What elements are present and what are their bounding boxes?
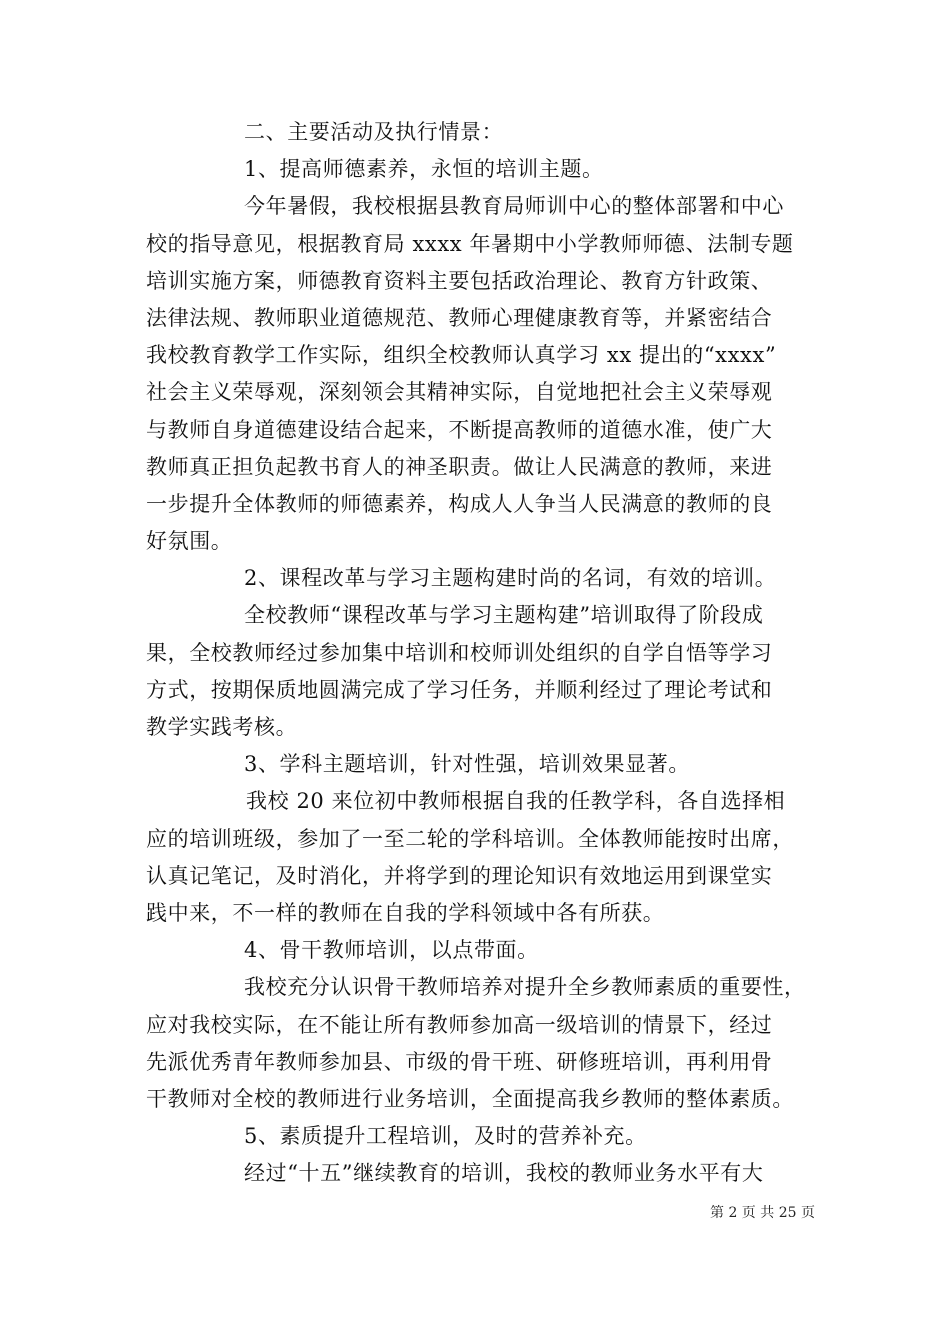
paragraph-line: 培训实施方案，师德教育资料主要包括政治理论、教育方针政策、 <box>146 268 773 293</box>
paragraph-line: 全校教师“课程改革与学习主题构建”培训取得了阶段成 <box>244 603 764 628</box>
paragraph-line: 应的培训班级，参加了一至二轮的学科培训。全体教师能按时出席， <box>146 826 794 851</box>
paragraph-line: 今年暑假，我校根据县教育局师训中心的整体部署和中心 <box>244 194 784 219</box>
paragraph-line: 先派优秀青年教师参加县、市级的骨干班、研修班培训，再利用骨 <box>146 1049 773 1074</box>
subsection-heading-5: 5、素质提升工程培训，及时的营养补充。 <box>244 1124 647 1149</box>
subsection-heading-1: 1、提高师德素养，永恒的培训主题。 <box>244 157 604 182</box>
section-heading: 二、主要活动及执行情景： <box>244 120 504 144</box>
page-number-footer: 第 2 页 共 25 页 <box>710 1205 815 1221</box>
paragraph-line: 我校 20 来位初中教师根据自我的任教学科，各自选择相 <box>246 789 786 814</box>
paragraph-line: 认真记笔记，及时消化，并将学到的理论知识有效地运用到课堂实 <box>146 863 773 888</box>
paragraph-line: 好氛围。 <box>146 529 233 554</box>
subsection-heading-2: 2、课程改革与学习主题构建时尚的名词，有效的培训。 <box>244 566 777 591</box>
paragraph-line: 果，全校教师经过参加集中培训和校师训处组织的自学自悟等学习 <box>146 640 773 665</box>
paragraph-line: 社会主义荣辱观，深刻领会其精神实际，自觉地把社会主义荣辱观 <box>146 380 773 405</box>
paragraph-line: 干教师对全校的教师进行业务培训，全面提高我乡教师的整体素质。 <box>146 1086 794 1111</box>
subsection-heading-4: 4、骨干教师培训，以点带面。 <box>244 938 539 963</box>
paragraph-line: 我校充分认识骨干教师培养对提升全乡教师素质的重要性， <box>244 975 806 1000</box>
paragraph-line: 应对我校实际，在不能让所有教师参加高一级培训的情景下，经过 <box>146 1012 773 1037</box>
paragraph-line: 校的指导意见，根据教育局 xxxx 年暑期中小学教师师德、法制专题 <box>146 231 794 256</box>
subsection-heading-3: 3、学科主题培训，针对性强，培训效果显著。 <box>244 752 690 777</box>
paragraph-line: 经过“十五”继续教育的培训，我校的教师业务水平有大 <box>244 1161 764 1186</box>
paragraph-line: 方式，按期保质地圆满完成了学习任务，并顺利经过了理论考试和 <box>146 677 773 702</box>
paragraph-line: 法律法规、教师职业道德规范、教师心理健康教育等，并紧密结合 <box>146 305 773 330</box>
document-body <box>146 114 808 1192</box>
paragraph-line: 教学实践考核。 <box>146 715 298 739</box>
paragraph-line: 践中来，不一样的教师在自我的学科领域中各有所获。 <box>146 900 665 925</box>
paragraph-line: 与教师自身道德建设结合起来，不断提高教师的道德水准，使广大 <box>146 417 773 442</box>
paragraph-line: 一步提升全体教师的师德素养，构成人人争当人民满意的教师的良 <box>146 491 773 516</box>
paragraph-line: 教师真正担负起教书育人的神圣职责。做让人民满意的教师，来进 <box>146 454 773 479</box>
paragraph-line: 我校教育教学工作实际，组织全校教师认真学习 xx 提出的“xxxx” <box>146 343 777 368</box>
